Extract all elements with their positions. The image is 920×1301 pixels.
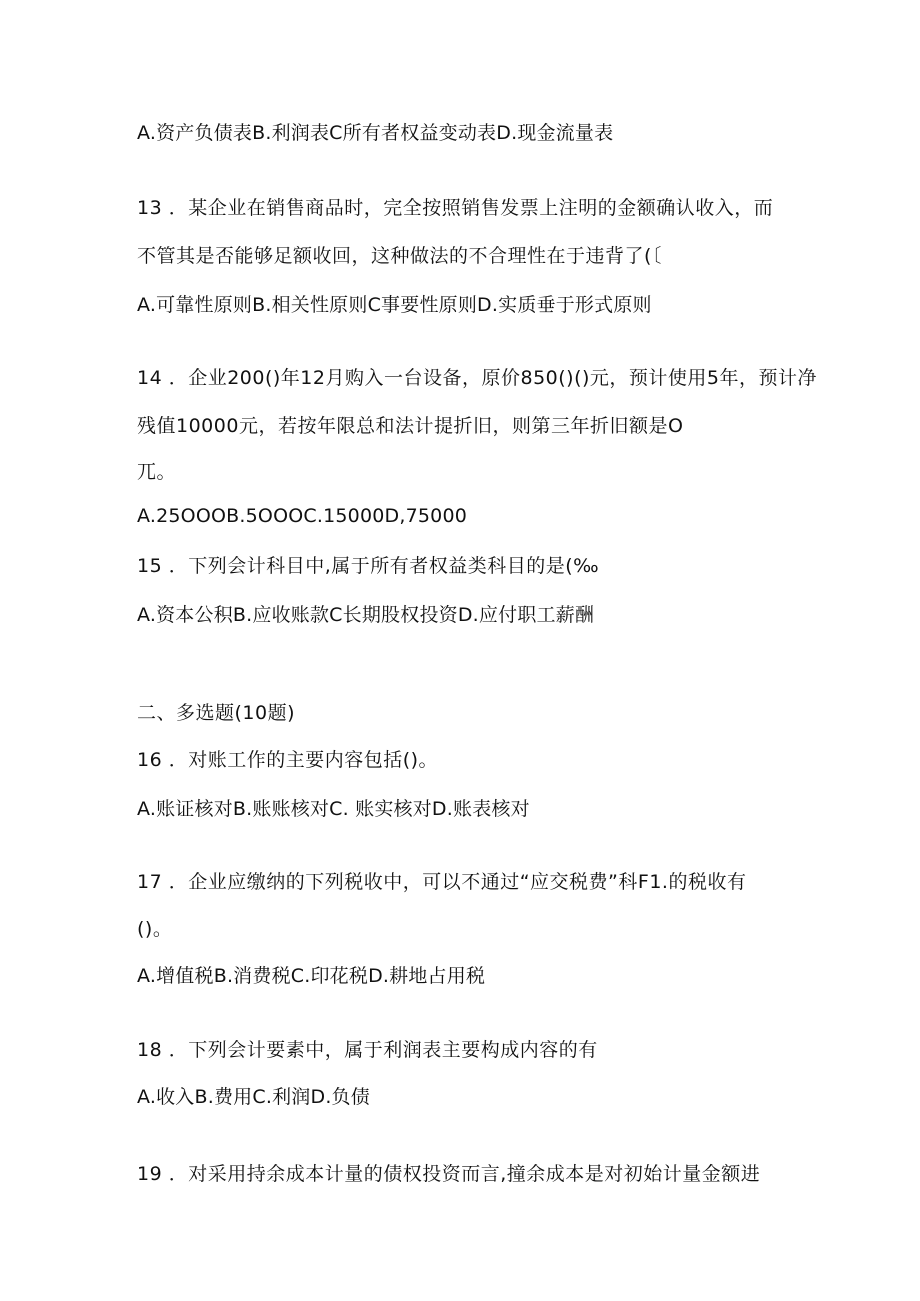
- q19-stem-line-1: 19 ．对采用持余成本计量的债权投资而言,撞余成本是对初始计量金额进: [137, 1163, 761, 1185]
- q14-stem-line-2: 残值10000元，若按年限总和法计提折旧，则第三年折旧额是O: [137, 415, 684, 437]
- q14-options: A.25OOOB.5OOOC.15000D,75000: [137, 505, 468, 527]
- q13-stem-line-1: 13 ．某企业在销售商品时，完全按照销售发票上注明的金额确认收入，而: [137, 197, 774, 219]
- q17-stem-line-2: ()。: [137, 918, 173, 940]
- q14-stem-line-1: 14 ．企业200()年12月购入一台设备，原价850()()元，预计使用5年，预计净: [137, 367, 817, 389]
- q18-stem: 18 ．下列会计要素中，属于利润表主要构成内容的有: [137, 1039, 598, 1061]
- q12-options: A.资产负债表B.利润表C所有者权益变动表D.现金流量表: [137, 122, 614, 144]
- q17-stem-line-1: 17 ．企业应缴纳的下列税收中，可以不通过“应交税费”科F1.的税收有: [137, 871, 747, 893]
- q18-options: A.收入B.费用C.利润D.负债: [137, 1086, 370, 1108]
- q15-stem: 15 ．下列会计科目中,属于所有者权益类科目的是(‰: [137, 555, 600, 577]
- section-heading-multiple-choice: 二、多选题(10题): [137, 702, 296, 724]
- q13-options: A.可靠性原则B.相关性原则C事要性原则D.实质垂于形式原则: [137, 294, 652, 316]
- q17-options: A.增值税B.消费税C.印花税D.耕地占用税: [137, 965, 486, 987]
- q16-stem: 16 ．对账工作的主要内容包括()。: [137, 749, 439, 771]
- q15-options: A.资本公积B.应收账款C长期股权投资D.应付职工薪酬: [137, 604, 595, 626]
- q16-options: A.账证核对B.账账核对C. 账实核对D.账表核对: [137, 798, 530, 820]
- q14-stem-line-3: 兀。: [137, 461, 177, 483]
- q13-stem-line-2: 不管其是否能够足额收回，这种做法的不合理性在于违背了(〔: [137, 245, 662, 267]
